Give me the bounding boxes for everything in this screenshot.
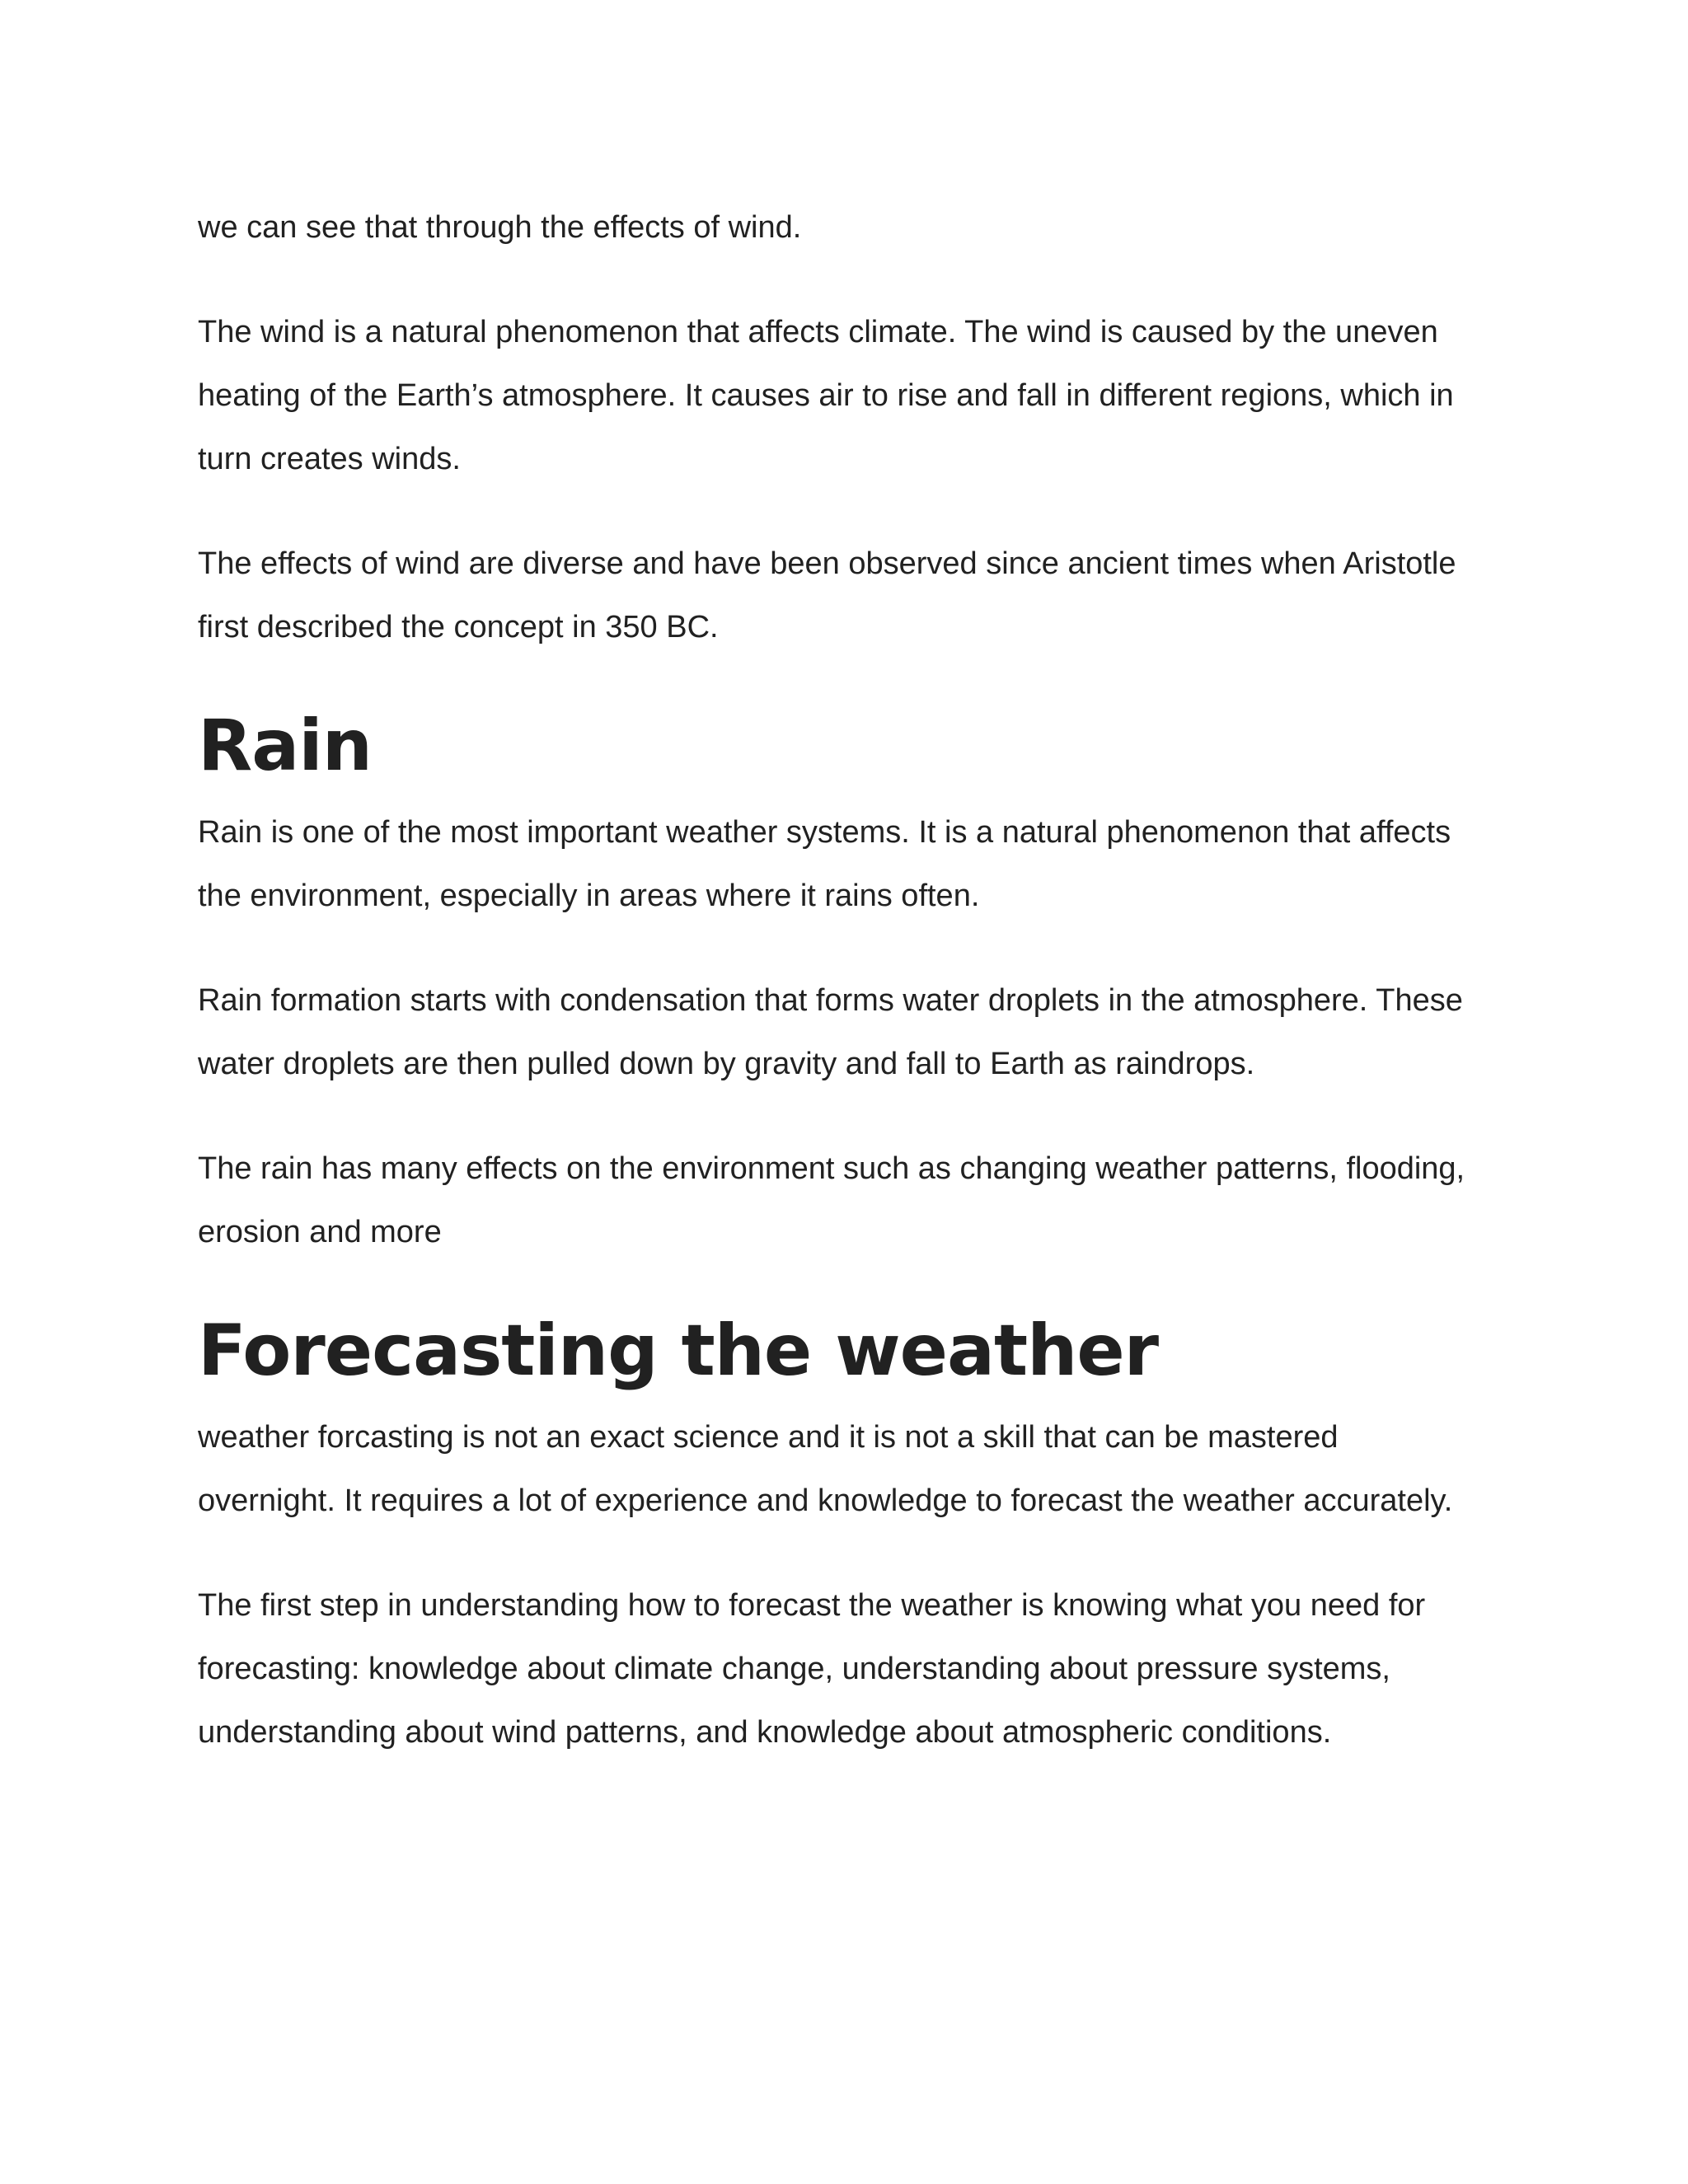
document-body — [198, 196, 1467, 1806]
paragraph-forecasting-skill: weather forcasting is not an exact science and it is not a skill that can be mastered overnight. It requires a lot of experience and knowledge to forecast the weather accurately. — [198, 1420, 1453, 1518]
paragraph-forecasting-first-step: The first step in understanding how to forecast the weather is knowing what you need for forecasting: knowledge about climate change, understanding about pressure systems, understanding about wind patterns, and knowledge about atmospheric conditions. — [198, 1588, 1426, 1750]
paragraph-rain-effects: The rain has many effects on the environment such as changing weather patterns, flooding, erosion and more — [198, 1151, 1465, 1249]
paragraph-wind-history: The effects of wind are diverse and have been observed since ancient times when Aristotle first described the concept in 350 BC. — [198, 546, 1456, 644]
paragraph-rain-formation: Rain formation starts with condensation that forms water droplets in the atmosphere. These water droplets are then pulled down by gravity and fall to Earth as raindrops. — [198, 983, 1463, 1081]
paragraph-wind-intro: we can see that through the effects of wind. — [198, 210, 802, 245]
paragraph-rain-importance: Rain is one of the most important weather systems. It is a natural phenomenon that affects the environment, especially in areas where it rains often. — [198, 815, 1451, 913]
heading-rain: Rain — [198, 705, 372, 787]
heading-forecasting: Forecasting the weather — [198, 1310, 1159, 1392]
paragraph-wind-cause: The wind is a natural phenomenon that affects climate. The wind is caused by the uneven heating of the Earth’s atmosphere. It causes air to rise and fall in different regions, which in turn creates winds. — [198, 315, 1454, 476]
